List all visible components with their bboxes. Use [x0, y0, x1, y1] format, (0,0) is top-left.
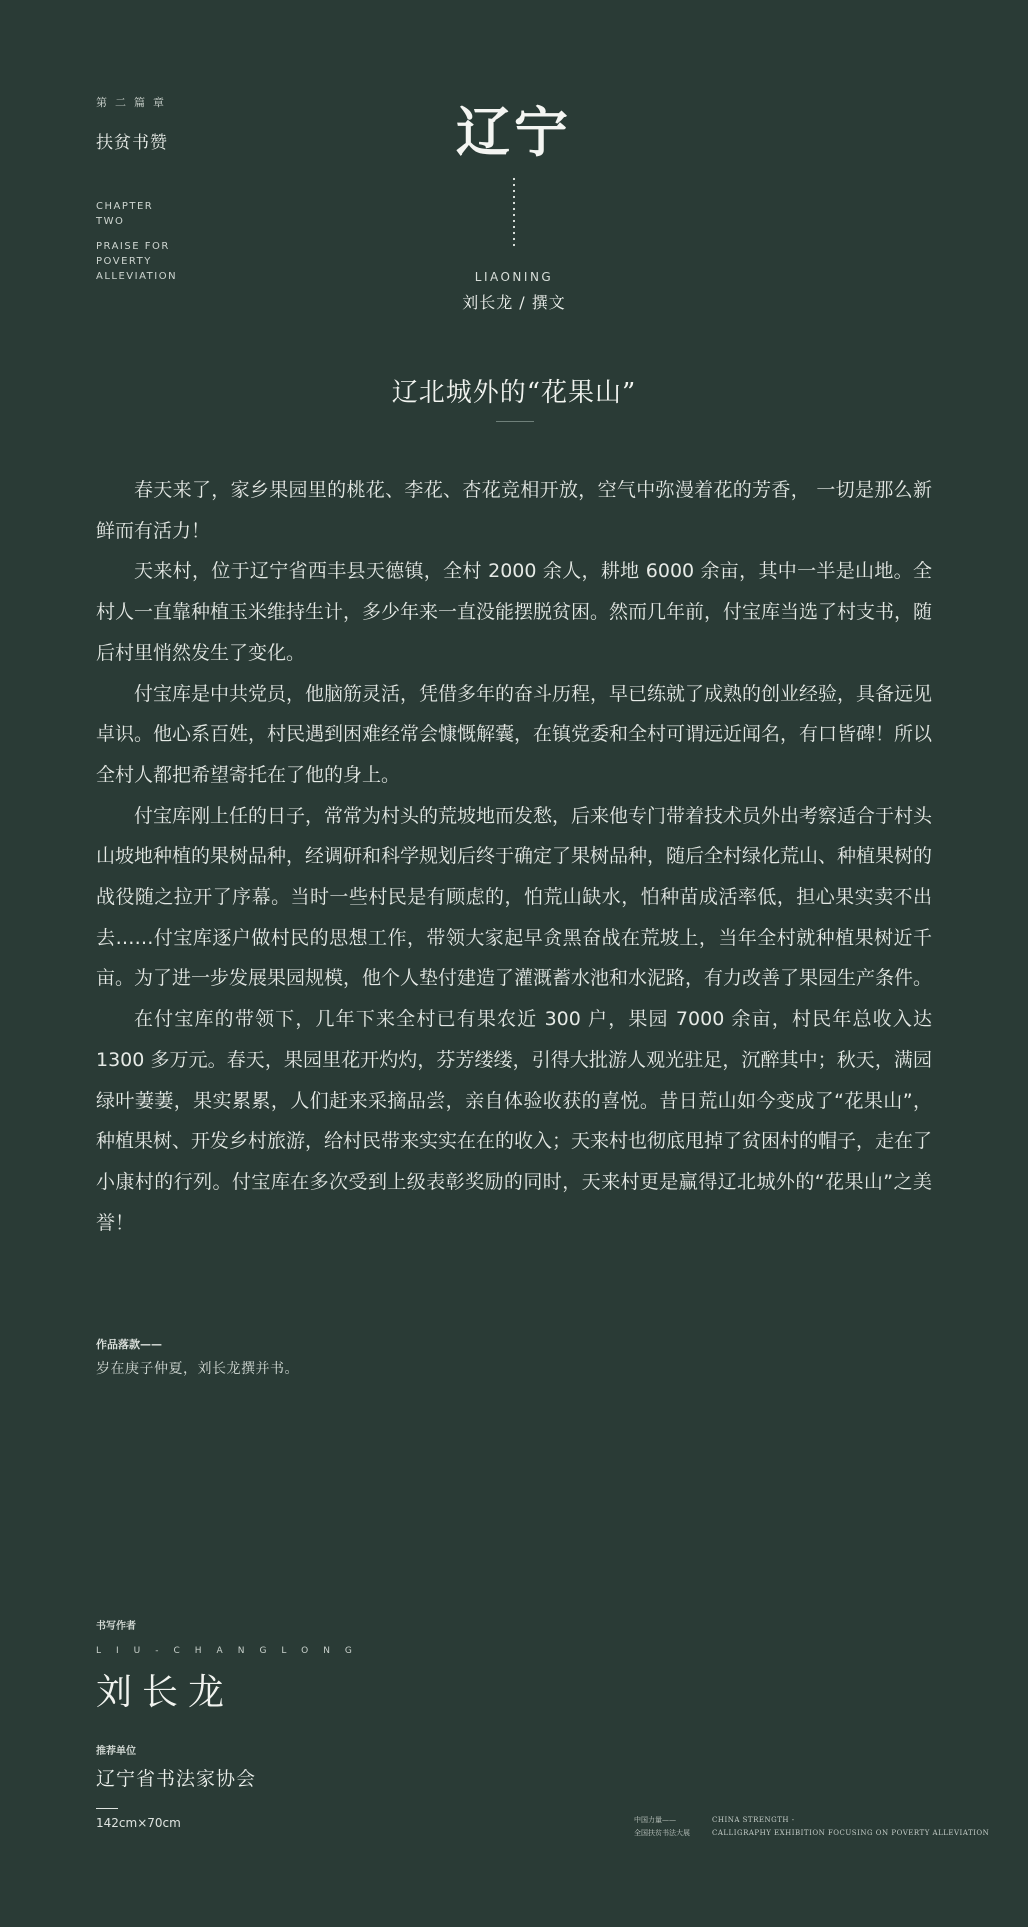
footer-cn — [634, 1814, 690, 1840]
footer-cn-line1: 中国力量—— — [634, 1816, 676, 1824]
footer-cn-line2: 全国扶贫书法大展 — [634, 1829, 690, 1837]
author-label: 书写作者 — [96, 1621, 136, 1632]
title-divider — [496, 421, 534, 422]
paragraph: 春天来了，家乡果园里的桃花、李花、杏花竞相开放，空气中弥漫着花的芳香， 一切是那么新鲜而有活力！ — [96, 479, 932, 542]
footer-en-line2: CALLIGRAPHY EXHIBITION FOCUSING ON POVERTY ALLEVIATION — [712, 1829, 990, 1837]
chapter-en: CHAPTER TWO — [96, 201, 154, 227]
byline: 刘长龙 / 撰文 — [462, 293, 566, 312]
chapter-title: 扶贫书赞 — [96, 133, 168, 153]
paragraph: 付宝库刚上任的日子，常常为村头的荒坡地而发愁，后来他专门带着技术员外出考察适合于村头山坡地种植的果树品种，经调研和科学规划后终于确定了果树品种，随后全村绿化荒山、种植果树的战役随之拉开了序幕。当时一些村民是有顾虑的，怕荒山缺水，怕种苗成活率低，担心果实卖不出去……付宝库逐户做村民的思想工作，带领大家起早贪黑奋战在荒坡上，当年全村就种植果树近千亩。为了进一步发展果园规模，他个人垫付建造了灌溉蓄水池和水泥路，有力改善了果园生产条件。 — [96, 804, 933, 990]
author-name-en: LIU-CHANGLONG — [96, 1646, 367, 1656]
paragraph: 在付宝库的带领下，几年下来全村已有果农近 300 户，果园 7000 余亩，村民年总收入达 1300 多万元。春天，果园里花开灼灼，芬芳缕缕，引得大批游人观光驻足，沉醉其中；秋天，满园绿叶萋萋，果实累累，人们赶来采摘品尝，亲自体验收获的喜悦。昔日荒山如今变成了“花果山”，种植果树、开发乡村旅游，给村民带来实实在在的收入；天来村也彻底甩掉了贫困村的帽子，走在了小康村的行列。付宝库在多次受到上级表彰奖励的同时，天来村更是赢得辽北城外的“花果山”之美誉！ — [96, 1008, 933, 1234]
recommend-label: 推荐单位 — [96, 1746, 136, 1757]
province-title: 辽宁 — [456, 100, 572, 164]
artwork-size: 142cm×70cm — [96, 1816, 181, 1830]
footer-en-line1: CHINA STRENGTH - — [712, 1816, 795, 1824]
article-title: 辽北城外的“花果山” — [391, 378, 637, 408]
paragraph: 付宝库是中共党员，他脑筋灵活，凭借多年的奋斗历程，早已练就了成熟的创业经验，具备远见卓识。他心系百姓，村民遇到困难经常会慷慨解囊，在镇党委和全村可谓远近闻名，有口皆碑！所以全村人都把希望寄托在了他的身上。 — [96, 682, 933, 786]
dotted-divider — [513, 176, 515, 248]
article-body — [96, 470, 932, 1243]
paragraph: 天来村，位于辽宁省西丰县天德镇，全村 2000 余人，耕地 6000 余亩，其中一半是山地。全村人一直靠种植玉米维持生计，多少年来一直没能摆脱贫困。然而几年前，付宝库当选了村支书，随后村里悄然发生了变化。 — [96, 560, 933, 664]
org-divider — [96, 1808, 118, 1809]
theme-en: PRAISE FOR POVERTY ALLEVIATION — [96, 241, 178, 282]
recommend-org: 辽宁省书法家协会 — [96, 1768, 257, 1790]
works-label: 作品落款—— — [96, 1338, 162, 1351]
works-inscription: 岁在庚子仲夏，刘长龙撰并书。 — [96, 1361, 299, 1377]
author-name-cn: 刘长龙 — [96, 1672, 235, 1713]
chapter-number: 第二篇章 — [96, 96, 172, 109]
province-en: LIAONING — [474, 270, 554, 284]
footer-en — [712, 1814, 989, 1840]
